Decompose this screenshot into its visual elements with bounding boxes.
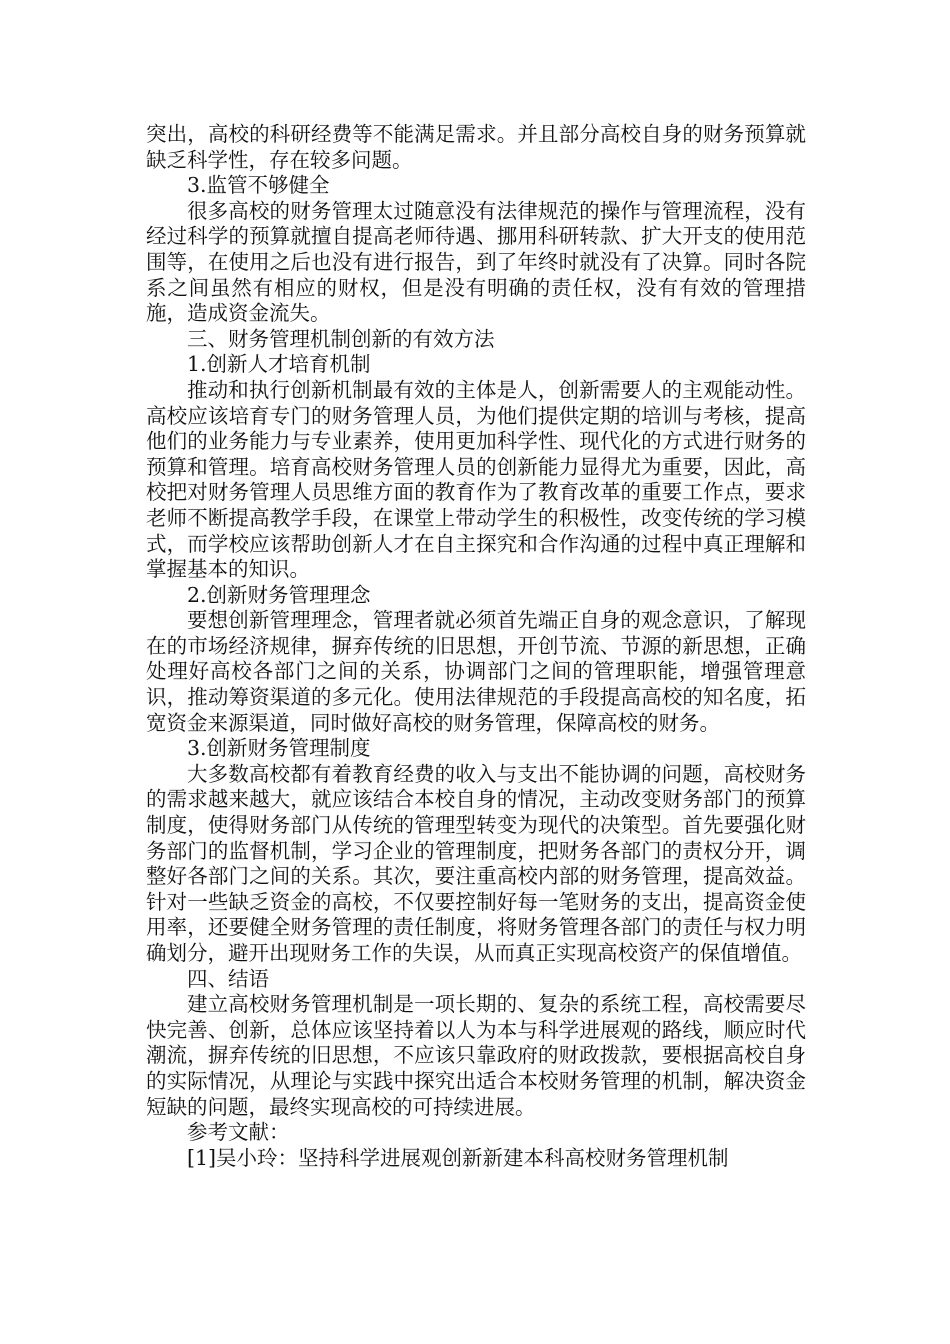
paragraph-continued: 突出，高校的科研经费等不能满足需求。并且部分高校自身的财务预算就缺乏科学性，存在较多问题。 xyxy=(146,122,806,172)
paragraph-talent: 推动和执行创新机制最有效的主体是人，创新需要人的主观能动性。高校应该培育专门的财务管理人员，为他们提供定期的培训与考核，提高他们的业务能力与专业素养，使用更加科学性、现代化的方式进行财务的预算和管理。培育高校财务管理人员的创新能力显得尤为重要，因此，高校把对财务管理人员思维方面的教育作为了教育改革的重要工作点，要求老师不断提高教学手段，在课堂上带动学生的积极性，改变传统的学习模式，而学校应该帮助创新人才在自主探究和合作沟通的过程中真正理解和掌握基本的知识。 xyxy=(146,377,806,582)
subheading-system: 3.创新财务管理制度 xyxy=(187,736,371,761)
paragraph-system: 大多数高校都有着教育经费的收入与支出不能协调的问题，高校财务的需求越来越大，就应该结合本校自身的情况，主动改变财务部门的预算制度，使得财务部门从传统的管理型转变为现代的决策型。首先要强化财务部门的监督机制，学习企业的管理制度，把财务各部门的责权分开，调整好各部门之间的关系。其次，要注重高校内部的财务管理，提高效益。针对一些缺乏资金的高校，不仅要控制好每一笔财务的支出，提高资金使用率，还要健全财务管理的责任制度，将财务管理各部门的责任与权力明确划分，避开出现财务工作的失误，从而真正实现高校资产的保值增值。 xyxy=(146,761,806,965)
section-heading-conclusion: 四、结语 xyxy=(187,966,269,991)
subheading-concept: 2.创新财务管理理念 xyxy=(187,582,371,607)
section-heading-methods: 三、财务管理机制创新的有效方法 xyxy=(187,326,495,351)
subheading-supervision: 3.监管不够健全 xyxy=(187,173,330,198)
subheading-talent: 1.创新人才培育机制 xyxy=(187,352,371,377)
document-body xyxy=(146,122,806,1171)
paragraph-conclusion: 建立高校财务管理机制是一项长期的、复杂的系统工程，高校需要尽快完善、创新，总体应该坚持着以人为本与科学进展观的路线，顺应时代潮流，摒弃传统的旧思想，不应该只靠政府的财政拨款，要根据高校自身的实际情况，从理论与实践中探究出适合本校财务管理的机制，解决资金短缺的问题，最终实现高校的可持续进展。 xyxy=(146,992,806,1119)
reference-item: [1]吴小玲：坚持科学进展观创新新建本科高校财务管理机制 xyxy=(187,1145,729,1170)
references-heading: 参考文献： xyxy=(187,1120,290,1145)
paragraph-concept: 要想创新管理理念，管理者就必须首先端正自身的观念意识，了解现在的市场经济规律，摒弃传统的旧思想，开创节流、节源的新思想，正确处理好高校各部门之间的关系，协调部门之间的管理职能，增强管理意识，推动筹资渠道的多元化。使用法律规范的手段提高高校的知名度，拓宽资金来源渠道，同时做好高校的财务管理，保障高校的财务。 xyxy=(146,608,806,735)
paragraph-supervision: 很多高校的财务管理太过随意没有法律规范的操作与管理流程，没有经过科学的预算就擅自提高老师待遇、挪用科研转款、扩大开支的使用范围等，在使用之后也没有进行报告，到了年终时就没有了决算。同时各院系之间虽然有相应的财权，但是没有明确的责任权，没有有效的管理措施，造成资金流失。 xyxy=(146,198,806,326)
